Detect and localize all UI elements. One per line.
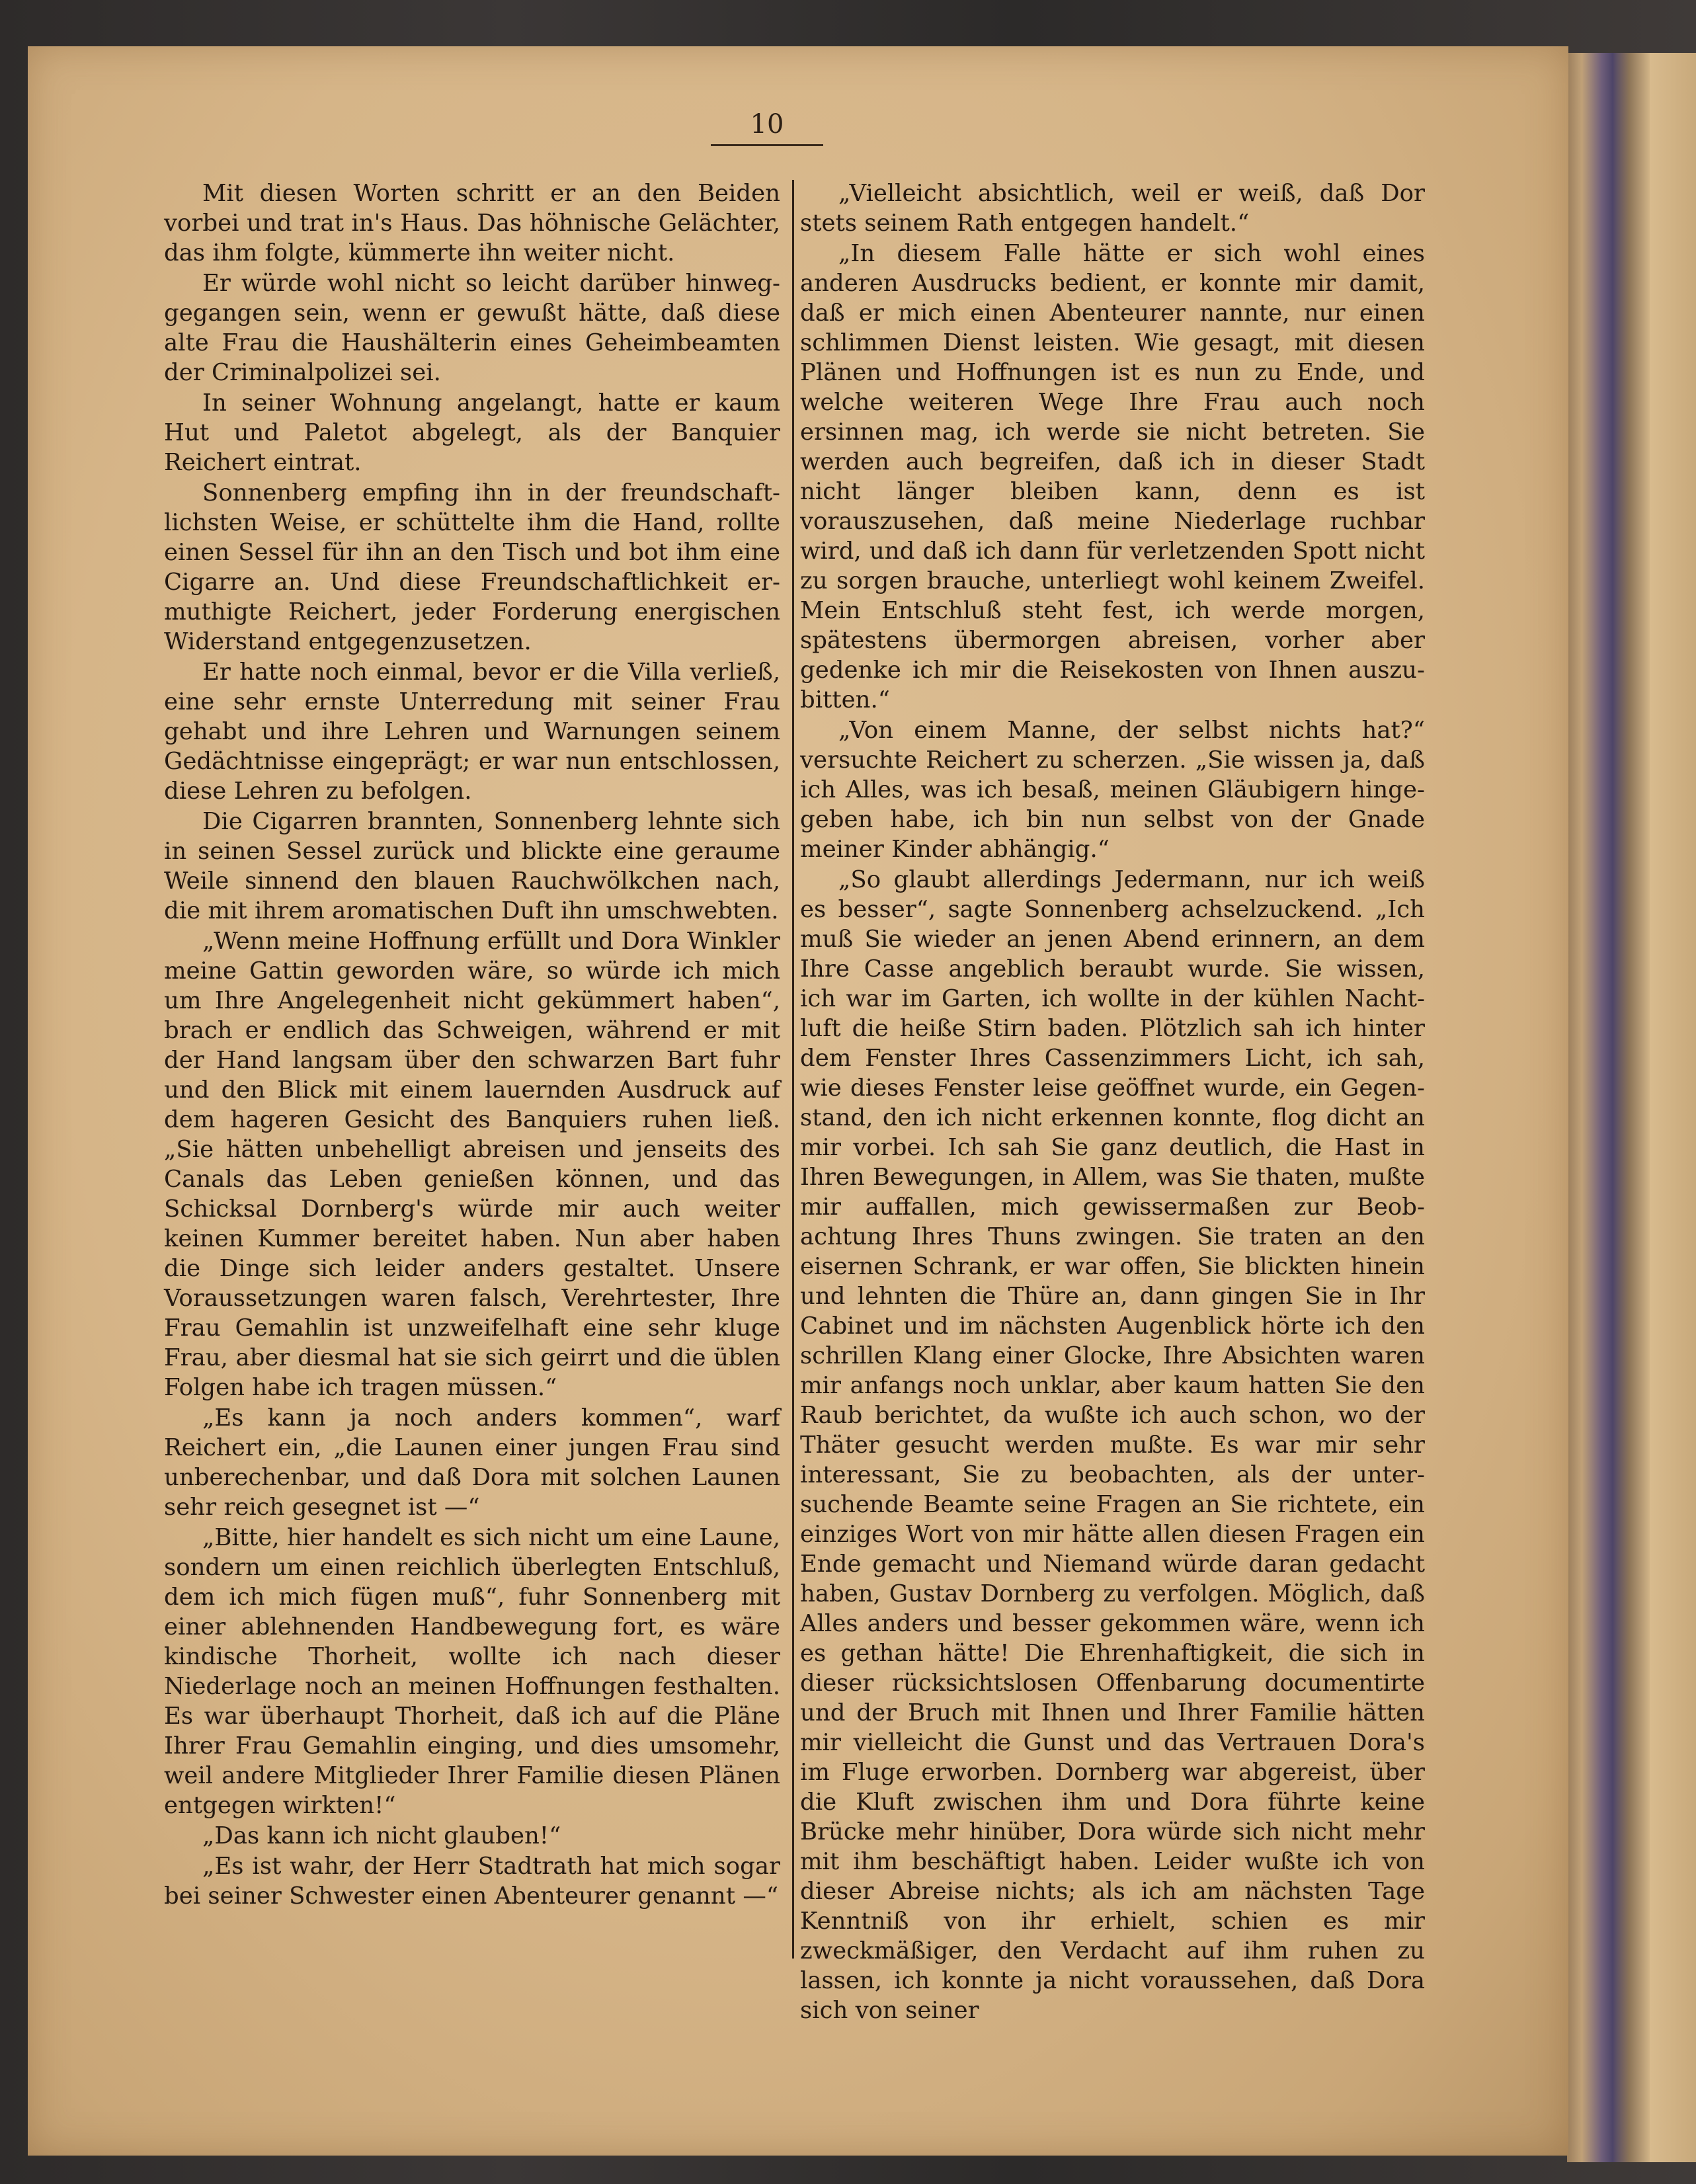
paragraph: Sonnenberg empfing ihn in der freundschaftlichsten Weise, er schüttelte ihm die Hand, rollte einen Sessel für ihn an den Tisch und bot ihm eine Cigarre an. Und diese Freundschaftlichkeit ermuthigte Reichert, jeder Forderung energischen Widerstand entgegenzusetzen. — [164, 479, 780, 655]
paragraph: „Das kann ich nicht glauben!“ — [202, 1822, 561, 1849]
paragraph: „Wenn meine Hoffnung erfüllt und Dora Winkler meine Gattin geworden wäre, so würde ich mich um Ihre Angelegenheit nicht gekümmert haben“, brach er endlich das Schweigen, während er mit der Hand langsam über den schwarzen Bart fuhr und den Blick mit einem lauernden Ausdruck auf dem hageren Gesicht des Banquiers ruhen ließ. „Sie hätten unbehelligt abreisen und jenseits des Canals das Leben genießen können, und das Schicksal Dornberg's würde mir auch weiter keinen Kummer bereitet haben. Nun aber haben die Dinge sich leider anders gestaltet. Unsere Voraussetzungen waren falsch, Verehrtester, Ihre Frau Gemahlin ist unzweifelhaft eine sehr kluge Frau, aber diesmal hat sie sich geirrt und die üblen Folgen habe ich tragen müssen.“ — [164, 928, 780, 1401]
right-column — [800, 179, 1425, 2026]
book-spine — [1567, 53, 1650, 2162]
column-divider — [792, 180, 794, 1959]
paragraph: Die Cigarren brannten, Sonnenberg lehnte sich in seinen Sessel zurück und blickte eine geraume Weile sinnend den blauen Rauchwölkchen nach, die mit ihrem aromatischen Duft ihn umschwebten. — [164, 808, 780, 924]
next-page-edge — [1650, 53, 1696, 2162]
paragraph: Er hatte noch einmal, bevor er die Villa verließ, eine sehr ernste Unterredung mit seiner Frau gehabt und ihre Lehren und Warnungen seinem Gedächtnisse eingeprägt; er war nun entschlossen, diese Lehren zu befolgen. — [164, 659, 780, 805]
page-number: 10 — [750, 109, 784, 140]
paragraph: „In diesem Falle hätte er sich wohl eines anderen Ausdrucks bedient, er konnte mir damit, daß er mich einen Abenteurer nannte, nur einen schlimmen Dienst leisten. Wie gesagt, mit diesen Plänen und Hoffnungen ist es nun zu Ende, und welche weiteren Wege Ihre Frau auch noch ersinnen mag, ich werde sie nicht betreten. Sie werden auch begreifen, daß ich in dieser Stadt nicht länger bleiben kann, denn es ist vorauszusehen, daß meine Niederlage ruchbar wird, und daß ich dann für verletzenden Spott nicht zu sorgen brauche, unterliegt wohl keinem Zweifel. Mein Entschluß steht fest, ich werde morgen, spätestens übermorgen abreisen, vorher aber gedenke ich mir die Reisekosten von Ihnen auszubitten.“ — [800, 240, 1425, 713]
paragraph: „Es kann ja noch anders kommen“, warf Reichert ein, „die Launen einer jungen Frau sind unberechenbar, und daß Dora mit solchen Launen sehr reich gesegnet ist —“ — [164, 1404, 780, 1521]
paragraph: „Es ist wahr, der Herr Stadtrath hat mich sogar bei seiner Schwester einen Abenteurer genannt —“ — [164, 1853, 780, 1910]
paragraph: „Von einem Manne, der selbst nichts hat?“ versuchte Reichert zu scherzen. „Sie wissen ja, daß ich Alles, was ich besaß, meinen Gläubigern hingegeben habe, ich bin nun selbst von der Gnade meiner Kinder abhängig.“ — [800, 717, 1425, 863]
paragraph: „So glaubt allerdings Jedermann, nur ich weiß es besser“, sagte Sonnenberg achselzuckend. „Ich muß Sie wieder an jenen Abend erinnern, an dem Ihre Casse angeblich beraubt wurde. Sie wissen, ich war im Garten, ich wollte in der kühlen Nachtluft die heiße Stirn baden. Plötzlich sah ich hinter dem Fenster Ihres Cassenzimmers Licht, ich sah, wie dieses Fenster leise geöffnet wurde, ein Gegenstand, den ich nicht erkennen konnte, flog dicht an mir vorbei. Ich sah Sie ganz deutlich, die Hast in Ihren Bewegungen, in Allem, was Sie thaten, mußte mir auffallen, mich gewissermaßen zur Beobachtung Ihres Thuns zwingen. Sie traten an den eisernen Schrank, er war offen, Sie blickten hinein und lehnten die Thüre an, dann gingen Sie in Ihr Cabinet und im nächsten Augenblick hörte ich den schrillen Klang einer Glocke, Ihre Absichten waren mir anfangs noch unklar, aber kaum hatten Sie den Raub berichtet, da wußte ich auch schon, wo der Thäter gesucht werden mußte. Es war mir sehr interessant, Sie zu beobachten, als der untersuchende Beamte seine Fragen an Sie richtete, ein einziges Wort von mir hätte allen diesen Fragen ein Ende gemacht und Niemand würde daran gedacht haben, Gustav Dornberg zu verfolgen. Möglich, daß Alles anders und besser gekommen wäre, wenn ich es gethan hätte! Die Ehrenhaftigkeit, die sich in dieser rücksichtslosen Offenbarung documentirte und der Bruch mit Ihnen und Ihrer Familie hätten mir vielleicht die Gunst und das Vertrauen Dora's im Fluge erworben. Dornberg war abgereist, über die Kluft zwischen ihm und Dora führte keine Brücke mehr hinüber, Dora würde sich nicht mehr mit ihm beschäftigt haben. Leider wußte ich von dieser Abreise nichts; als ich am nächsten Tage Kenntniß von ihr erhielt, schien es mir zweckmäßiger, den Verdacht auf ihm ruhen zu lassen, ich konnte ja nicht voraussehen, daß Dora sich von seiner — [800, 866, 1425, 2024]
paragraph: Er würde wohl nicht so leicht darüber hinweggegangen sein, wenn er gewußt hätte, daß diese alte Frau die Haushälterin eines Geheimbeamten der Criminalpolizei sei. — [164, 270, 780, 386]
paragraph: Mit diesen Worten schritt er an den Beiden vorbei und trat in's Haus. Das höhnische Gelächter, das ihm folgte, kümmerte ihn weiter nicht. — [164, 180, 780, 266]
paragraph: „Bitte, hier handelt es sich nicht um eine Laune, sondern um einen reichlich überlegten Entschluß, dem ich mich fügen muß“, fuhr Sonnenberg mit einer ablehnenden Handbewegung fort, es wäre kindische Thorheit, wollte ich nach dieser Niederlage noch an meinen Hoffnungen festhalten. Es war überhaupt Thorheit, daß ich auf die Pläne Ihrer Frau Gemahlin einging, und dies umsomehr, weil andere Mitglieder Ihrer Familie diesen Plänen entgegen wirkten!“ — [164, 1524, 780, 1819]
left-column — [164, 179, 780, 1912]
paragraph: In seiner Wohnung angelangt, hatte er kaum Hut und Paletot abgelegt, als der Banquier Reichert eintrat. — [164, 389, 780, 476]
page-number-rule — [711, 144, 823, 146]
paragraph: „Vielleicht absichtlich, weil er weiß, daß Dor stets seinem Rath entgegen handelt.“ — [800, 180, 1425, 237]
